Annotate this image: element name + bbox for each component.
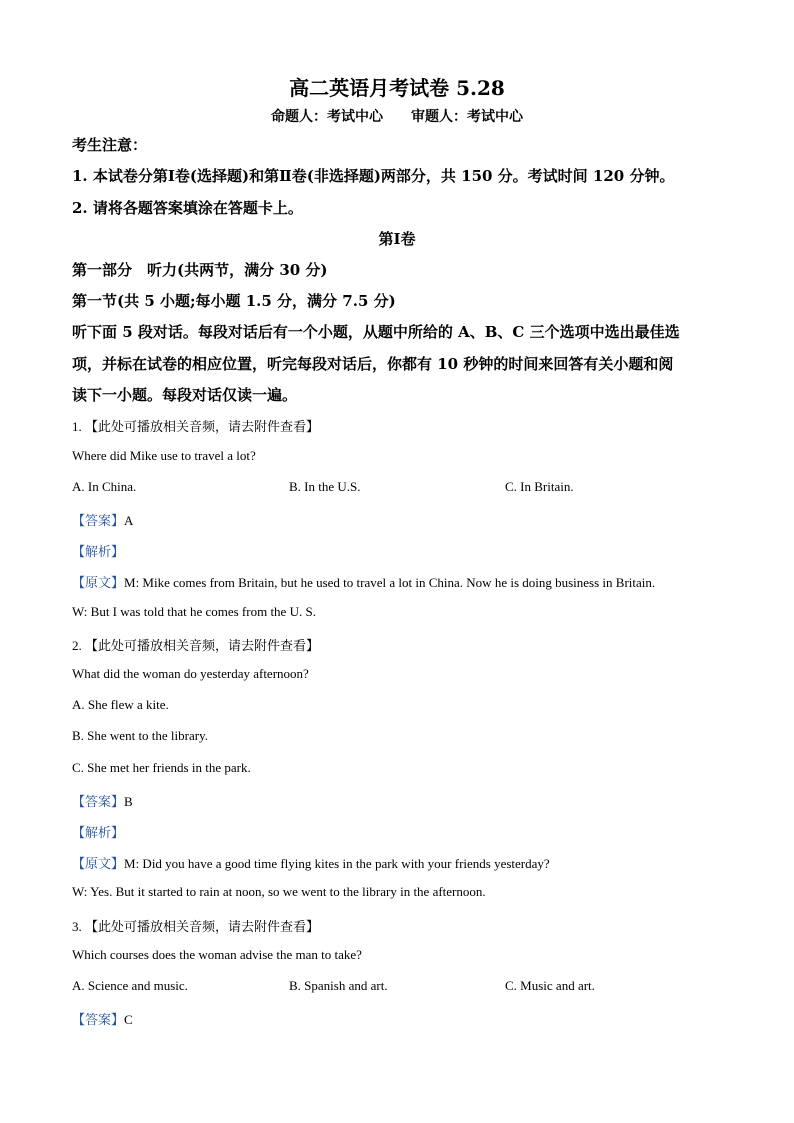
q2-prompt: 2. 【此处可播放相关音频，请去附件查看】	[72, 638, 320, 653]
q1-answer-value: A	[124, 513, 134, 528]
q1-answer	[72, 510, 133, 529]
q1-prompt: 1. 【此处可播放相关音频，请去附件查看】	[72, 419, 320, 434]
q1-option-b: B. In the U.S.	[289, 479, 361, 494]
volume-title: 第Ⅰ卷	[378, 230, 416, 248]
page-title: 高二英语月考试卷 5.28	[289, 76, 505, 100]
q1-option-a: A. In China.	[72, 479, 137, 494]
q3-option-b: B. Spanish and art.	[289, 978, 388, 993]
part1-title: 第一部分 听力(共两节，满分 30 分)	[72, 261, 328, 279]
q2-question: What did the woman do yesterday afternoon?	[72, 666, 309, 681]
answer-label: 【答案】	[72, 795, 125, 810]
q2-option-b: B. She went to the library.	[72, 728, 208, 743]
instruction-line-3: 读下一小题。每段对话仅读一遍。	[72, 386, 298, 404]
instruction-line-1: 听下面 5 段对话。每段对话后有一个小题，从题中所给的 A、B、C 三个选项中选出最佳选	[72, 323, 680, 341]
notice-heading: 考生注意：	[72, 136, 148, 154]
q1-transcript-m	[72, 572, 655, 591]
author-line: 命题人：考试中心 审题人：考试中心	[271, 109, 523, 125]
analysis-label: 【解析】	[72, 545, 125, 560]
q2-option-a: A. She flew a kite.	[72, 697, 169, 712]
analysis-label: 【解析】	[72, 826, 125, 841]
section1-title: 第一节(共 5 小题;每小题 1.5 分，满分 7.5 分)	[72, 292, 396, 310]
q1-analysis	[72, 541, 124, 560]
notice-item-1: 1. 本试卷分第Ⅰ卷(选择题)和第Ⅱ卷(非选择题)两部分，共 150 分。考试时间 120 分钟。	[72, 167, 675, 185]
q2-answer	[72, 791, 133, 810]
q2-transcript-m	[72, 853, 550, 872]
transcript-label: 【原文】	[72, 857, 125, 872]
q1-question: Where did Mike use to travel a lot?	[72, 448, 256, 463]
q2-transcript-m-text: M: Did you have a good time flying kites in the park with your friends yesterday?	[124, 856, 550, 871]
q3-question: Which courses does the woman advise the man to take?	[72, 947, 362, 962]
q3-prompt: 3. 【此处可播放相关音频，请去附件查看】	[72, 919, 320, 934]
q3-option-a: A. Science and music.	[72, 978, 188, 993]
q3-answer-value: C	[124, 1012, 133, 1027]
q2-analysis	[72, 822, 124, 841]
q1-transcript-w: W: But I was told that he comes from the U. S.	[72, 604, 316, 619]
q2-option-c: C. She met her friends in the park.	[72, 760, 251, 775]
q3-answer	[72, 1009, 133, 1028]
answer-label: 【答案】	[72, 514, 125, 529]
answer-label: 【答案】	[72, 1013, 125, 1028]
transcript-label: 【原文】	[72, 576, 125, 591]
notice-item-2: 2. 请将各题答案填涂在答题卡上。	[72, 199, 303, 217]
q2-answer-value: B	[124, 794, 133, 809]
q2-transcript-w: W: Yes. But it started to rain at noon, so we went to the library in the afternoon.	[72, 884, 486, 899]
q1-option-c: C. In Britain.	[505, 479, 574, 494]
q3-option-c: C. Music and art.	[505, 978, 595, 993]
instruction-line-2: 项，并标在试卷的相应位置，听完每段对话后，你都有 10 秒钟的时间来回答有关小题和阅	[72, 355, 674, 373]
q1-transcript-m-text: M: Mike comes from Britain, but he used to travel a lot in China. Now he is doing business in Britain.	[124, 575, 656, 590]
